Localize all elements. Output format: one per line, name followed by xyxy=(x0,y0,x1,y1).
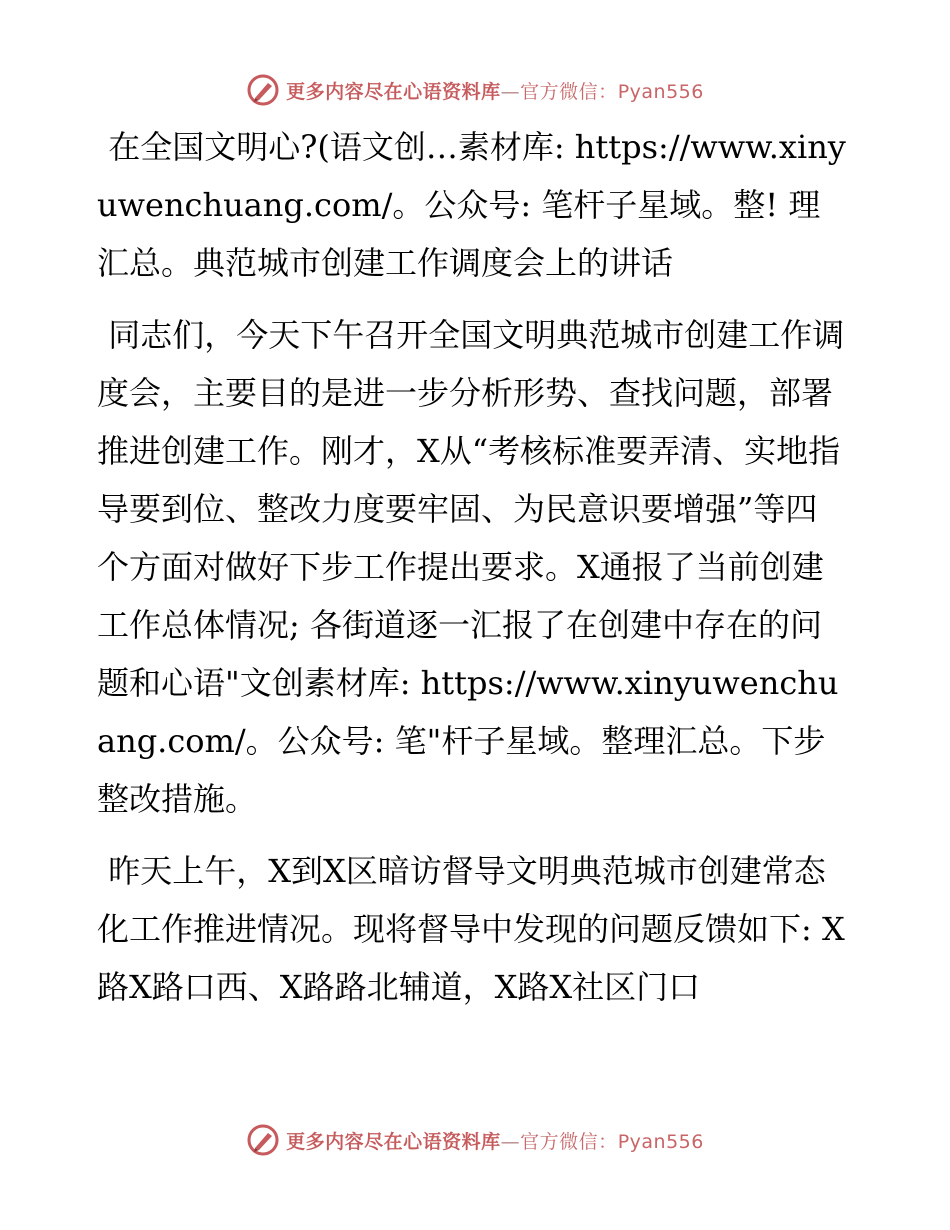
paragraph-title: 在全国文明心?(语文创…素材库: https://www.xinyuwenchuang.com/。公众号: 笔杆子星域。整! 理汇总。典范城市创建工作调度会上的讲话 xyxy=(97,128,846,282)
watermark-lead: 更多内容尽在心语资料库 xyxy=(286,80,501,103)
watermark-id: Pyan556 xyxy=(617,1130,704,1153)
watermark-text xyxy=(286,1127,704,1154)
paragraph-opening: 同志们，今天下午召开全国文明典范城市创建工作调度会，主要目的是进一步分析形势、查找问题，部署推进创建工作。刚才，X从“考核标准要弄清、实地指导要到位、整改力度要牢固、为民意识要增强”等四个方面对做好下步工作提出要求。X通报了当前创建工作总体情况; 各街道逐一汇报了在创建中存在的问题和心语"文创素材库: https://www.xinyuwenchuang.com/。公众号: 笔"杆子星域。整理汇总。下步整改措施。 xyxy=(97,316,845,818)
footer-watermark-banner xyxy=(0,1120,950,1160)
watermark-lead: 更多内容尽在心语资料库 xyxy=(286,1130,501,1153)
watermark-dash: — xyxy=(500,1130,521,1153)
pen-circle-logo-icon xyxy=(246,73,280,107)
document-body xyxy=(97,118,849,1016)
paragraph-feedback: 昨天上午，X到X区暗访督导文明典范城市创建常态化工作推进情况。现将督导中发现的问题反馈如下: X路X路口西、X路路北辅道，X路X社区门口 xyxy=(97,852,845,1006)
watermark-channel: 官方微信： xyxy=(520,80,618,103)
watermark-id: Pyan556 xyxy=(617,80,704,103)
watermark-text xyxy=(286,77,704,104)
watermark-dash: — xyxy=(500,80,521,103)
watermark-channel: 官方微信： xyxy=(520,1130,618,1153)
header-watermark-banner xyxy=(0,70,950,110)
pen-circle-logo-icon xyxy=(246,1123,280,1157)
